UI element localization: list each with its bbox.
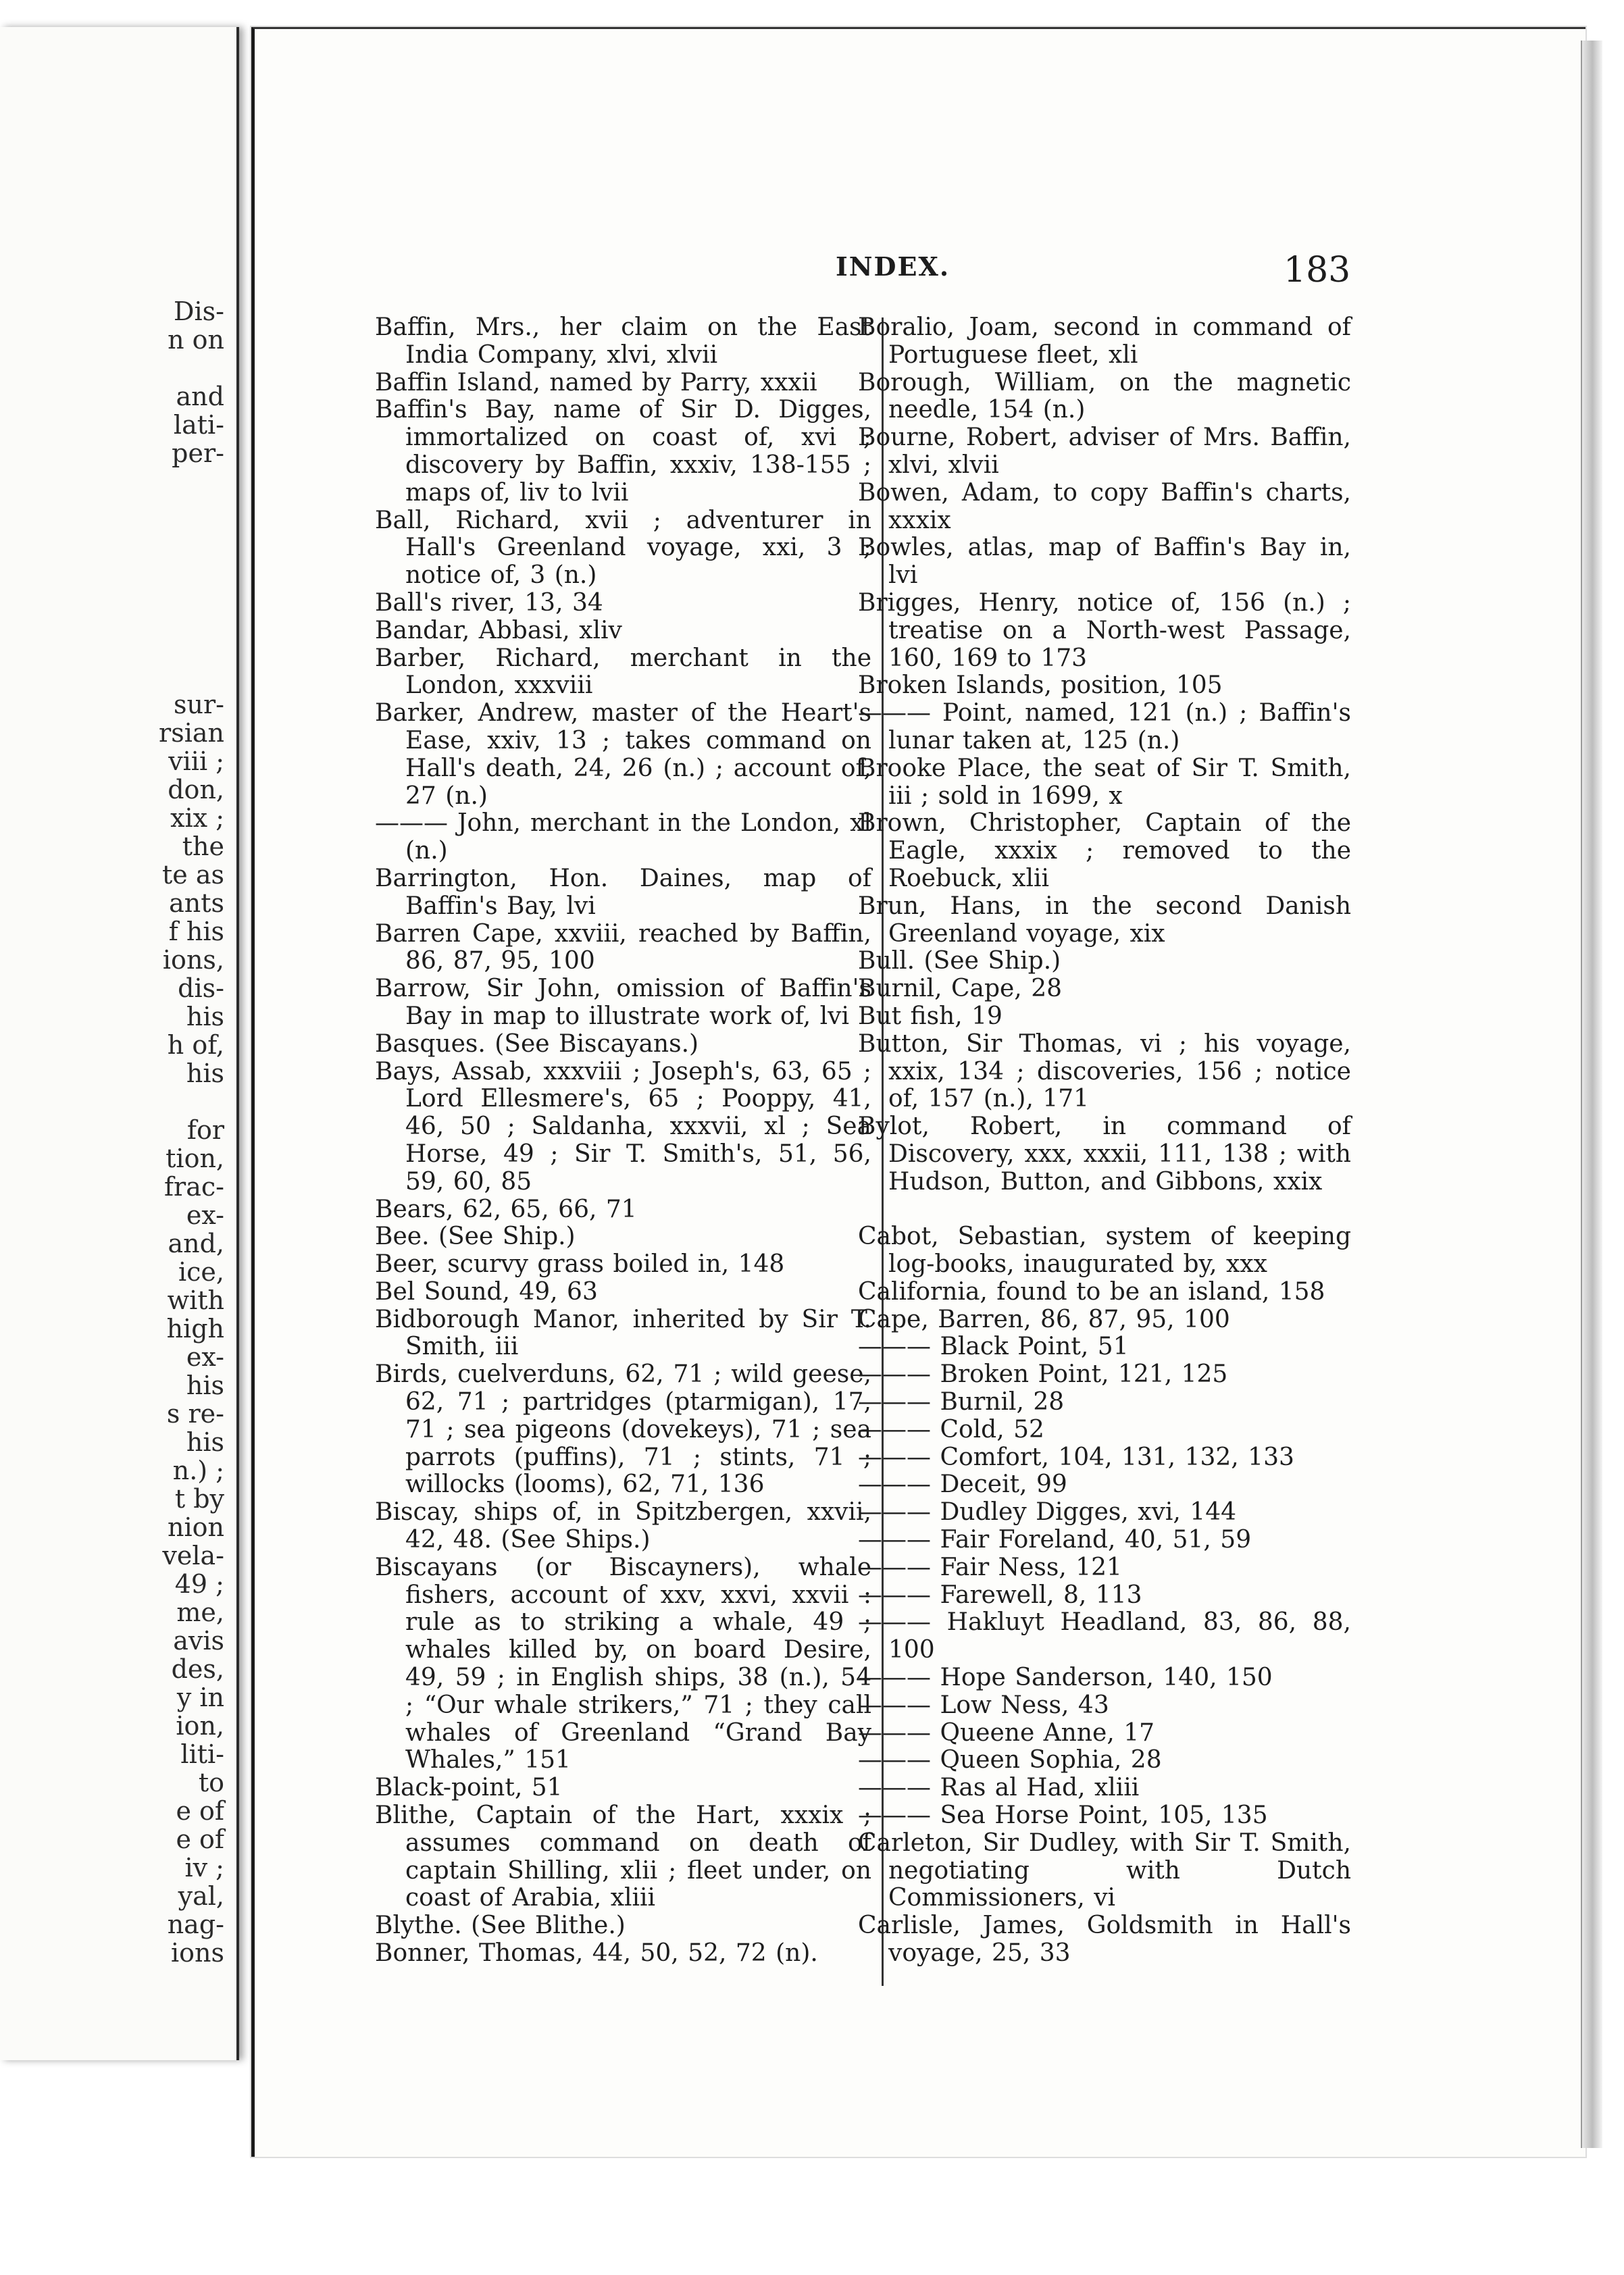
index-entry: Beer, scurvy grass boiled in, 148 xyxy=(375,1250,785,1279)
index-entry: ——— Low Ness, 43 xyxy=(858,1691,1109,1719)
index-entry: Burnil, Cape, 28 xyxy=(858,975,1063,1003)
index-entry: Birds, cuelverduns, 62, 71 ; wild geese, 62, 71 ; partridges (ptarmigan), 17, 71 ; sea pigeons (dovekeys), 71 ; sea parrots (puffins), 71 ; stints, 71 ; willocks (looms), 62, 71, 136 xyxy=(375,1360,871,1499)
facing-page-fragment: me, xyxy=(176,1597,224,1627)
facing-page-fragment: t by xyxy=(174,1484,224,1514)
index-entry: ——— Hope Sanderson, 140, 150 xyxy=(858,1664,1273,1692)
index-entry: Baffin, Mrs., her claim on the East India Company, xlvi, xlvii xyxy=(375,313,871,369)
index-column-left xyxy=(375,314,871,1968)
facing-page-fragment: ions, xyxy=(162,945,224,975)
index-entry: Button, Sir Thomas, vi ; his voyage, xxix, 134 ; discoveries, 156 ; notice of, 157 (n.), 171 xyxy=(858,1029,1351,1113)
index-entry: Basques. (See Biscayans.) xyxy=(375,1029,699,1058)
index-entry: ——— Queen Sophia, 28 xyxy=(858,1746,1162,1774)
page-edge xyxy=(1581,41,1602,2148)
index-entry: ——— Deceit, 99 xyxy=(858,1471,1067,1499)
index-entry: Bylot, Robert, in command of Discovery, xxx, xxxii, 111, 138 ; with Hudson, Button, and Gibbons, xxix xyxy=(858,1113,1351,1196)
facing-page-fragment: frac- xyxy=(163,1172,224,1202)
index-entry: ——— John, merchant in the London, xl (n.) xyxy=(375,809,871,865)
facing-page-fragment: y in xyxy=(176,1683,224,1712)
facing-page-fragment: and xyxy=(176,382,224,411)
index-entry: Barber, Richard, merchant in the London, xxxviii xyxy=(375,644,871,700)
index-entry: Bowles, atlas, map of Baffin's Bay in, lvi xyxy=(858,534,1351,590)
index-entry: Broken Islands, position, 105 xyxy=(858,671,1223,700)
page-number: 183 xyxy=(1284,250,1351,290)
facing-page-fragment: h of, xyxy=(167,1030,224,1060)
facing-page-fragment: don, xyxy=(168,775,224,804)
index-entry: Ball's river, 13, 34 xyxy=(375,588,603,617)
facing-page-fragment: the xyxy=(182,832,224,861)
index-entry: ——— Cold, 52 xyxy=(858,1415,1044,1443)
facing-page-fragment: Dis- xyxy=(174,297,224,326)
facing-page-fragment: sur- xyxy=(174,690,224,719)
index-entry: Barrow, Sir John, omission of Baffin's Bay in map to illustrate work of, lvi xyxy=(375,975,871,1030)
index-entry: Brun, Hans, in the second Danish Greenland voyage, xix xyxy=(858,892,1351,948)
index-entry: ——— Point, named, 121 (n.) ; Baffin's lunar taken at, 125 (n.) xyxy=(858,699,1351,755)
section-gap xyxy=(858,1196,1351,1224)
facing-page-fragment: high xyxy=(166,1314,224,1344)
facing-page-fragment: s re- xyxy=(166,1399,224,1429)
facing-page-fragment: iv ; xyxy=(184,1853,224,1883)
index-entry: Cabot, Sebastian, system of keeping log-books, inaugurated by, xxx xyxy=(858,1223,1351,1279)
index-entry: Bourne, Robert, adviser of Mrs. Baffin, xlvi, xlvii xyxy=(858,424,1351,479)
facing-page-fragment: liti- xyxy=(180,1739,224,1769)
index-entry: Bee. (See Ship.) xyxy=(375,1223,576,1251)
index-entry: ——— Hakluyt Headland, 83, 86, 88, 100 xyxy=(858,1608,1351,1664)
facing-page-fragment: for xyxy=(186,1115,224,1145)
index-entry: Biscay, ships of, in Spitzbergen, xxvii, 42, 48. (See Ships.) xyxy=(375,1498,871,1554)
facing-page xyxy=(0,27,239,2060)
facing-page-fragment: his xyxy=(186,1058,224,1088)
index-entry: ——— Queene Anne, 17 xyxy=(858,1718,1155,1747)
index-entry: ——— Burnil, 28 xyxy=(858,1388,1065,1416)
facing-page-fragment: ion, xyxy=(176,1711,224,1741)
index-entry: Bays, Assab, xxxviii ; Joseph's, 63, 65 ; Lord Ellesmere's, 65 ; Pooppy, 41, 46, 50 ; Saldanha, xxxvii, xl ; Sea Horse, 49 ; Sir T. Smith's, 51, 56, 59, 60, 85 xyxy=(375,1057,871,1196)
facing-page-fragment: xix ; xyxy=(170,803,224,833)
page-title: INDEX. xyxy=(836,251,950,282)
index-entry: ——— Fair Foreland, 40, 51, 59 xyxy=(858,1526,1252,1554)
index-entry: ——— Comfort, 104, 131, 132, 133 xyxy=(858,1443,1294,1471)
index-entry: Baffin's Bay, name of Sir D. Digges, immortalized on coast of, xvi ; discovery by Baffin, xxxiv, 138-155 ; maps of, liv to lvii xyxy=(375,396,871,507)
index-entry: But fish, 19 xyxy=(858,1002,1003,1030)
index-entry: ——— Black Point, 51 xyxy=(858,1333,1129,1361)
index-entry: Bel Sound, 49, 63 xyxy=(375,1277,598,1306)
index-column-right xyxy=(858,314,1351,1968)
facing-page-fragment: te as xyxy=(162,860,224,890)
index-entry: Barren Cape, xxviii, reached by Baffin, 86, 87, 95, 100 xyxy=(375,919,871,975)
facing-page-fragment: ex- xyxy=(186,1342,224,1372)
facing-page-fragment: viii ; xyxy=(168,746,224,776)
index-entry: Biscayans (or Biscayners), whale fishers, account of xxv, xxvi, xxvii : rule as to striking a whale, 49 ; whales killed by, on board Desire, 49, 59 ; in English ships, 38 (n.), 54 ; “Our whale strikers,” 71 ; they call whales of Greenland “Grand Bay Whales,” 151 xyxy=(375,1553,871,1774)
facing-page-fragment: e of xyxy=(176,1824,224,1854)
facing-page-fragment: n on xyxy=(168,325,224,355)
index-entry: ——— Dudley Digges, xvi, 144 xyxy=(858,1498,1237,1527)
index-entry: Bandar, Abbasi, xliv xyxy=(375,616,622,644)
facing-page-fragment: lati- xyxy=(173,410,224,440)
index-entry: Bull. (See Ship.) xyxy=(858,947,1061,975)
facing-page-fragment: avis xyxy=(173,1626,224,1656)
index-entry: ——— Ras al Had, xliii xyxy=(858,1774,1140,1802)
facing-page-fragment: nion xyxy=(168,1512,224,1542)
index-entry: Bidborough Manor, inherited by Sir T. Smith, iii xyxy=(375,1305,871,1361)
index-entry: Bears, 62, 65, 66, 71 xyxy=(375,1195,637,1223)
index-entry: ——— Sea Horse Point, 105, 135 xyxy=(858,1801,1268,1830)
index-entry: California, found to be an island, 158 xyxy=(858,1277,1325,1306)
index-entry: Barker, Andrew, master of the Heart's Ease, xxiv, 13 ; takes command on Hall's death, 24, 26 (n.) ; account of, 27 (n.) xyxy=(375,699,871,810)
index-entry: Brooke Place, the seat of Sir T. Smith, iii ; sold in 1699, x xyxy=(858,754,1351,810)
facing-page-fragment: ants xyxy=(169,888,224,918)
index-entry: Bonner, Thomas, 44, 50, 52, 72 (n). xyxy=(375,1939,818,1968)
facing-page-fragment: des, xyxy=(171,1654,224,1684)
index-entry: Ball, Richard, xvii ; adventurer in Hall's Greenland voyage, xxi, 3 ; notice of, 3 (n.) xyxy=(375,506,871,590)
facing-page-fragment: and, xyxy=(168,1229,224,1258)
index-entry: ——— Farewell, 8, 113 xyxy=(858,1581,1142,1609)
index-entry: Black-point, 51 xyxy=(375,1774,563,1802)
facing-page-fragment: yal, xyxy=(178,1881,224,1911)
index-entry: Cape, Barren, 86, 87, 95, 100 xyxy=(858,1305,1230,1333)
facing-page-fragment: rsian xyxy=(159,718,224,748)
facing-page-fragment: his xyxy=(186,1002,224,1031)
index-entry: Barrington, Hon. Daines, map of Baffin's Bay, lvi xyxy=(375,864,871,920)
index-entry: Boralio, Joam, second in command of Portuguese fleet, xli xyxy=(858,313,1351,369)
facing-page-fragment: nag- xyxy=(167,1910,224,1939)
index-entry: Blithe, Captain of the Hart, xxxix ; assumes command on death of captain Shilling, xlii ; fleet under, on coast of Arabia, xliii xyxy=(375,1801,871,1912)
index-entry: ——— Broken Point, 121, 125 xyxy=(858,1360,1228,1389)
index-entry: Carleton, Sir Dudley, with Sir T. Smith, negotiating with Dutch Commissioners, vi xyxy=(858,1829,1351,1912)
facing-page-fragment: vela- xyxy=(162,1541,224,1570)
facing-page-fragment: e of xyxy=(176,1796,224,1826)
index-entry: Baffin Island, named by Parry, xxxii xyxy=(375,368,817,397)
facing-page-fragment: his xyxy=(186,1427,224,1457)
index-entry: Carlisle, James, Goldsmith in Hall's voyage, 25, 33 xyxy=(858,1912,1351,1968)
facing-page-fragment: ions xyxy=(170,1938,224,1968)
facing-page-fragment: ex- xyxy=(186,1200,224,1230)
facing-page-fragment: f his xyxy=(168,917,224,946)
index-entry: ——— Fair Ness, 121 xyxy=(858,1553,1122,1581)
index-entry: Borough, William, on the magnetic needle, 154 (n.) xyxy=(858,368,1351,424)
facing-page-fragment: n.) ; xyxy=(172,1456,224,1485)
facing-page-fragment: dis- xyxy=(178,973,224,1003)
facing-page-fragment: tion, xyxy=(166,1144,224,1173)
index-entry: Brown, Christopher, Captain of the Eagle, xxxix ; removed to the Roebuck, xlii xyxy=(858,809,1351,892)
index-entry: Bowen, Adam, to copy Baffin's charts, xxxix xyxy=(858,478,1351,534)
facing-page-fragment: 49 ; xyxy=(174,1569,224,1599)
facing-page-fragment: his xyxy=(186,1371,224,1400)
index-entry: Blythe. (See Blithe.) xyxy=(375,1912,626,1940)
facing-page-fragment: ice, xyxy=(178,1257,224,1287)
facing-page-fragment: with xyxy=(167,1285,224,1315)
facing-page-fragment: per- xyxy=(172,438,224,468)
facing-page-fragment: to xyxy=(198,1768,224,1797)
index-entry: Brigges, Henry, notice of, 156 (n.) ; treatise on a North-west Passage, 160, 169 to 173 xyxy=(858,588,1351,672)
